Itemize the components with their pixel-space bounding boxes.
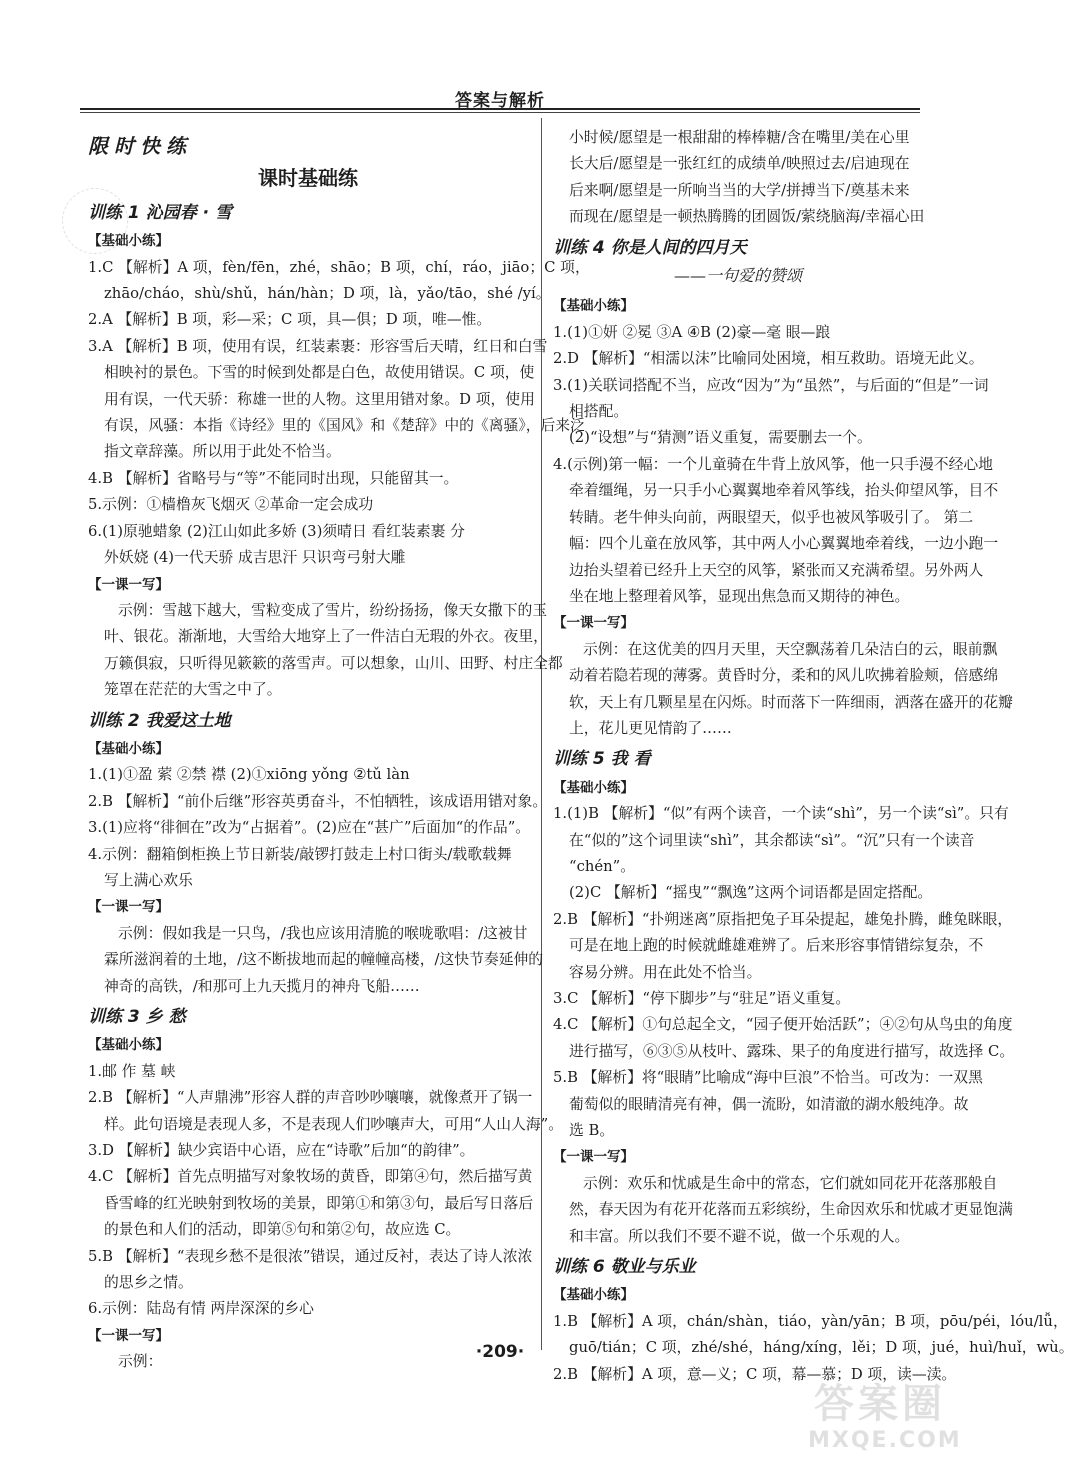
right-text-line: 4.(示例)第一幅：一个儿童骑在牛背上放风筝，他一只手漫不经心地 [553, 455, 993, 473]
left-text-line: 3.A 【解析】B 项，使用有误，红装素裹：形容雪后天晴，红日和白雪 [88, 337, 548, 355]
right-text-line: 容易分辨。用在此处不恰当。 [569, 963, 762, 981]
left-text-line: 6.(1)原驰蜡象 (2)江山如此多娇 (3)须晴日 看红装素裹 分 [88, 522, 465, 540]
right-text-line: “chén”。 [569, 857, 636, 875]
left-text-line: 神奇的高铁，/和那可上九天揽月的神舟飞船…… [104, 977, 420, 995]
right-text-line: 1.(1)B 【解析】“似”有两个读音，一个读“shì”，另一个读“sì”。只有 [553, 805, 1009, 823]
left-text-line: 有误，风骚：本指《诗经》里的《国风》和《楚辞》中的《离骚》，后来泛 [104, 417, 585, 435]
right-column [553, 125, 1074, 1388]
left-text-line: 昏雪峰的红光映射到牧场的美景，即第①和第③句，最后写日落后 [104, 1194, 534, 1212]
left-text-line: 1.(1)①盈 萦 ②禁 襟 (2)①xiōng yǒng ②tǔ làn [88, 766, 410, 784]
right-text-line: guō/tián；C 项，zhé/shé，háng/xíng，lěi；D 项，jué，huì/huǐ，wù。 [569, 1339, 1074, 1357]
right-unit-heading: 训练 5 我 看 [553, 749, 651, 770]
right-text-line: 小时候/愿望是一根甜甜的棒棒糖/含在嘴里/美在心里 [569, 129, 910, 146]
right-text-line: 进行描写，⑥③⑤从枝叶、露珠、果子的角度进行描写，故选择 C。 [569, 1042, 1015, 1060]
left-text-line: 写上满心欢乐 [104, 871, 193, 889]
header-rule-thin [80, 112, 920, 113]
left-text-line: 3.(1)应将“徘徊在”改为“占据着”。(2)应在“甚广”后面加“的作品”。 [88, 819, 531, 837]
right-unit-subtitle: ——一句爱的赞颂 [673, 266, 802, 286]
right-bracket-tag: 【基础小练】 [553, 779, 634, 796]
left-text-line: 样。此句语境是表现人多，不是表现人们吵嚷声大，可用“人山人海”。 [104, 1115, 564, 1133]
left-text-line: 5.示例：①樯橹灰飞烟灭 ②革命一定会成功 [88, 496, 374, 514]
left-text-line: 万籁俱寂，只听得见簌簌的落雪声。可以想象，山川、田野、村庄全都 [104, 654, 563, 672]
left-text-line: 6.示例：陆岛有情 两岸深深的乡心 [88, 1300, 314, 1318]
left-text-line: 2.B 【解析】“前仆后继”形容英勇奋斗，不怕牺牲，该成语用错对象。 [88, 792, 548, 810]
watermark-main-text: 答案圈 [814, 1381, 946, 1427]
left-text-line: 2.A 【解析】B 项，彩—采；C 项，具—俱；D 项，唯—惟。 [88, 311, 492, 329]
right-text-line: 而现在/愿望是一顿热腾腾的团圆饭/萦绕脑海/幸福心田 [569, 208, 925, 226]
watermark-url-text: MXQE.COM [808, 1428, 962, 1453]
right-text-line: 相搭配。 [569, 403, 629, 421]
left-text-line: 笼罩在茫茫的大雪之中了。 [104, 681, 282, 699]
right-text-line: 2.D 【解析】“相濡以沫”比喻同处困境，相互救助。语境无此义。 [553, 350, 984, 368]
right-text-line: 1.B 【解析】A 项，chán/shàn，tiáo，yàn/yān；B 项，pōu/péi，lóu/lǚ， [553, 1312, 1068, 1330]
left-column [88, 125, 590, 1376]
right-text-line: 1.(1)①妍 ②冕 ③A ④B (2)豪—毫 眼—踉 [553, 323, 831, 341]
left-text-line: 外妖娆 (4)一代天骄 成吉思汗 只识弯弓射大雕 [104, 549, 406, 567]
left-bracket-tag: 【一课一写】 [88, 576, 169, 593]
left-text-line: 5.B 【解析】“表现乡愁不是很浓”错误，通过反衬，表达了诗人浓浓 [88, 1247, 533, 1265]
right-text-line: 示例：欢乐和忧戚是生命中的常态，它们就如同花开花落那般自 [583, 1174, 998, 1192]
left-unit-heading: 训练 3 乡 愁 [88, 1007, 186, 1027]
header-rule [80, 108, 920, 110]
right-text-line: 牵着缰绳，另一只手小心翼翼地牵着风筝线，抬头仰望风筝，目不 [569, 482, 999, 500]
right-text-line: 葡萄似的眼睛清亮有神，偶一流盼，如清澈的湖水般纯净。故 [569, 1095, 969, 1113]
right-bracket-tag: 【一课一写】 [553, 1149, 634, 1166]
left-text-line: 示例： [118, 1353, 163, 1371]
right-text-line: 5.B 【解析】将“眼睛”比喻成“海中巨浪”不恰当。可改为：一双黑 [553, 1069, 983, 1087]
right-text-line: (2)“设想”与“猜测”语义重复，需要删去一个。 [569, 429, 872, 447]
left-text-line: 相映衬的景色。下雪的时候到处都是白色，故使用错误。C 项，使 [104, 364, 535, 382]
right-text-line: 3.(1)关联词搭配不当，应改“因为”为“虽然”，与后面的“但是”一词 [553, 376, 989, 394]
watermark-logo [808, 1372, 993, 1464]
left-bracket-tag: 【基础小练】 [88, 233, 169, 250]
left-text-line: 的思乡之情。 [104, 1274, 193, 1292]
right-text-line: (2)C 【解析】“摇曳”“飘逸”这两个词语都是固定搭配。 [569, 884, 933, 902]
left-text-line: 示例：假如我是一只鸟，/我也应该用清脆的喉咙歌唱：/这被甘 [118, 924, 528, 942]
right-text-line: 后来啊/愿望是一所响当当的大学/拼搏当下/奠基未来 [569, 181, 910, 199]
page-number: ·209· [475, 1342, 525, 1362]
left-text-line: 4.B 【解析】省略号与“等”不能同时出现，只能留其一。 [88, 469, 459, 487]
left-section-heading: 限时快练 [88, 134, 192, 158]
left-bracket-tag: 【一课一写】 [88, 1327, 169, 1344]
right-text-line: 4.C 【解析】①句总起全文，“园子便开始活跃”；④②句从鸟虫的角度 [553, 1016, 1013, 1034]
left-text-line: 的景色和人们的活动，即第⑤句和第②句，故应选 C。 [104, 1221, 461, 1239]
right-bracket-tag: 【一课一写】 [553, 615, 634, 632]
left-text-line: 1.邮 作 墓 峡 [88, 1062, 176, 1080]
right-text-line: 2.B 【解析】“扑朔迷离”原指把兔子耳朵提起，雄兔扑腾，雌兔眯眼， [553, 910, 1013, 928]
left-text-line: 1.C 【解析】A 项，fèn/fēn，zhé，shāo；B 项，chí，ráo，jiāo；C 项， [88, 258, 590, 276]
right-text-line: 上，花儿更见情韵了…… [569, 719, 732, 737]
left-bracket-tag: 【一课一写】 [88, 899, 169, 916]
right-text-line: 动着若隐若现的薄雾。黄昏时分，柔和的风儿吹拂着脸颊，倍感绵 [569, 667, 999, 685]
left-bracket-tag: 【基础小练】 [88, 1037, 169, 1054]
right-text-line: 选 B。 [569, 1122, 615, 1140]
left-text-line: 2.B 【解析】“人声鼎沸”形容人群的声音吵吵嚷嚷，就像煮开了锅一 [88, 1089, 533, 1107]
left-bracket-tag: 【基础小练】 [88, 740, 169, 757]
left-text-line: 示例：雪越下越大，雪粒变成了雪片，纷纷扬扬，像天女撒下的玉 [118, 601, 548, 619]
right-bracket-tag: 【基础小练】 [553, 1287, 634, 1304]
right-text-line: 边抬头望着已经升上天空的风筝，紧张而又充满希望。另外两人 [569, 561, 984, 579]
right-text-line: 坐在地上整理着风筝，显现出焦急而又期待的神色。 [569, 587, 910, 605]
right-unit-heading: 训练 6 敬业与乐业 [553, 1257, 696, 1278]
right-text-line: 软，天上有几颗星星在闪烁。时而落下一阵细雨，洒落在盛开的花瓣 [569, 693, 1013, 711]
left-text-line: 叶、银花。渐渐地，大雪给大地穿上了一件洁白无瑕的外衣。夜里， [104, 628, 548, 646]
right-text-line: 2.B 【解析】A 项，意—义；C 项，幕—慕；D 项，读—渎。 [553, 1365, 957, 1383]
left-text-line: 霖所滋润着的土地，/这不断拔地而起的幢幢高楼，/这快节奏延伸的 [104, 951, 544, 969]
right-text-line: 示例：在这优美的四月天里，天空飘荡着几朵洁白的云，眼前飘 [583, 640, 998, 658]
right-text-line: 长大后/愿望是一张红红的成绩单/映照过去/启迪现在 [569, 155, 910, 173]
right-text-line: 在“似的”这个词里读“shì”，其余都读“sì”。“沉”只有一个读音 [569, 831, 975, 849]
left-text-line: 3.D 【解析】缺少宾语中心语，应在“诗歌”后加“的韵律”。 [88, 1142, 475, 1160]
right-text-line: 和丰富。所以我们不要不避不说，做一个乐观的人。 [569, 1227, 910, 1245]
right-text-line: 转睛。老牛伸头向前，两眼望天，似乎也被风筝吸引了。 第二 [569, 508, 974, 526]
right-bracket-tag: 【基础小练】 [553, 298, 634, 315]
left-text-line: zhāo/cháo，shù/shǔ，hán/hàn；D 项，là，yǎo/tāo，shé /yí。 [104, 285, 551, 303]
left-text-line: 4.C 【解析】首先点明描写对象牧场的黄昏，即第④句，然后描写黄 [88, 1168, 533, 1186]
right-unit-heading: 训练 4 你是人间的四月天 [553, 237, 747, 258]
left-text-line: 4.示例：翻箱倒柜换上节日新装/敲锣打鼓走上村口街头/载歌载舞 [88, 845, 512, 863]
right-text-line: 幅：四个儿童在放风筝，其中两人小心翼翼地牵着线，一边小跑一 [569, 535, 999, 553]
right-text-line: 3.C 【解析】“停下脚步”与“驻足”语义重复。 [553, 990, 851, 1007]
right-text-line: 可是在地上跑的时候就雌雄难辨了。后来形容事情错综复杂，不 [569, 937, 984, 955]
left-text-line: 指文章辞藻。所以用于此处不恰当。 [104, 443, 341, 461]
left-section-title: 课时基础练 [258, 166, 358, 191]
left-unit-heading: 训练 1 沁园春 · 雪 [88, 202, 232, 223]
left-unit-heading: 训练 2 我爱这土地 [88, 710, 231, 731]
header-title: 答案与解析 [455, 91, 545, 111]
left-text-line: 用有误，一代天骄：称雄一世的人物。这里用错对象。D 项，使用 [104, 390, 535, 408]
right-text-line: 然，春天因为有花开花落而五彩缤纷，生命因欢乐和忧戚才更显饱满 [569, 1201, 1013, 1219]
